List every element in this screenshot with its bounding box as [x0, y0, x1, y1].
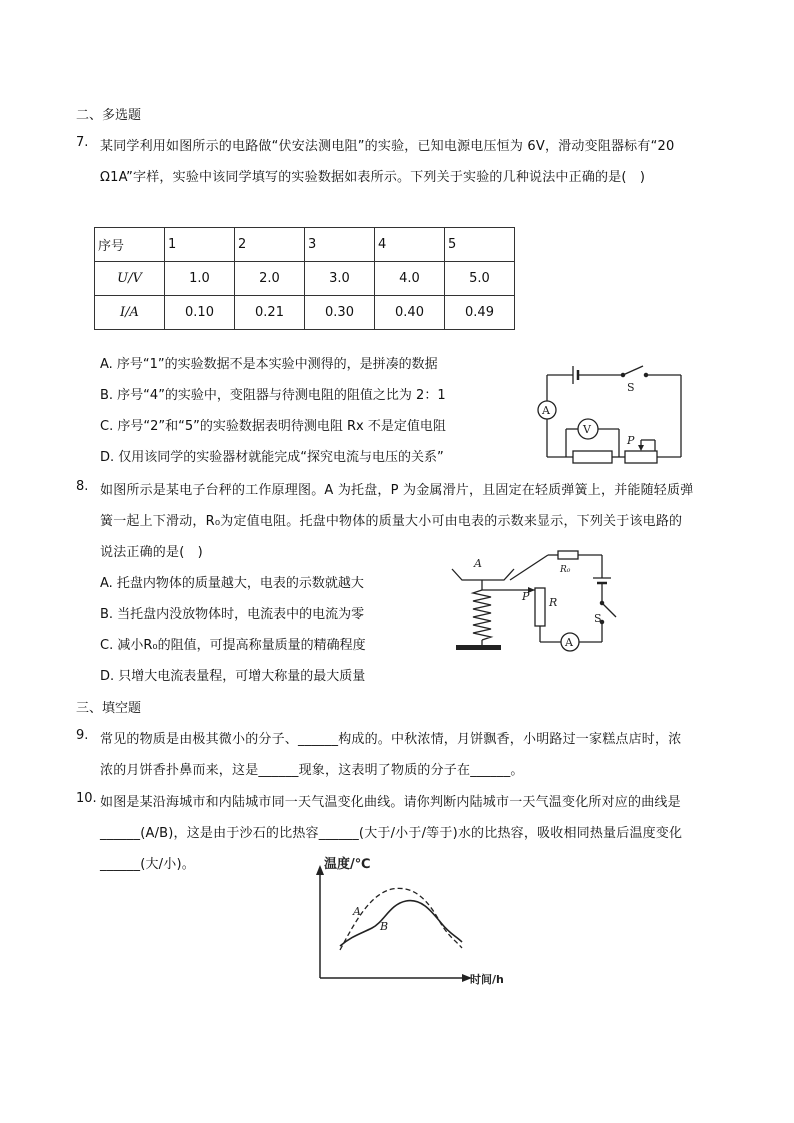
table-cell: 5.0 [445, 262, 515, 296]
question-9-text-line1: 常见的物质是由极其微小的分子、______构成的。中秋浓情，月饼飘香，小明路过一家糕点店时，浓 [100, 732, 682, 747]
spring [473, 590, 491, 640]
question-8-option-a[interactable]: A. 托盘内物体的质量越大，电表的示数就越大 [100, 576, 364, 591]
question-10-text-line1: 如图是某沿海城市和内陆城市同一天气温变化曲线。请你判断内陆城市一天气温变化所对应的曲线是 [100, 795, 681, 810]
table-cell: 1.0 [165, 262, 235, 296]
question-8-option-c[interactable]: C. 减小R₀的阻值，可提高称量质量的精确程度 [100, 638, 366, 653]
question-7-number: 7. [76, 135, 89, 150]
question-10-text-line2: ______(A/B)，这是由于沙石的比热容______(大于/小于/等于)水的比热容，吸收相同热量后温度变化 [100, 826, 683, 841]
question-8-scale-circuit-diagram [440, 550, 640, 655]
table-row [95, 262, 515, 296]
table-cell: U/V [95, 262, 165, 296]
question-7-text-line1: 某同学利用如图所示的电路做“伏安法测电阻”的实验，已知电源电压恒为 6V，滑动变阻器标有“20 [100, 139, 675, 154]
slider-label: P [627, 434, 635, 447]
question-7-option-b[interactable]: B. 序号“4”的实验中，变阻器与待测电阻的阻值之比为 2：1 [100, 388, 446, 403]
switch-lever [623, 366, 643, 375]
question-8-option-d[interactable]: D. 只增大电流表量程，可增大称量的最大质量 [100, 669, 366, 684]
table-cell: 4 [375, 228, 445, 262]
switch-lever [602, 603, 616, 617]
base [456, 645, 501, 650]
question-7-option-d[interactable]: D. 仅用该同学的实验器材就能完成“探究电流与电压的关系” [100, 450, 444, 465]
x-axis-label: 时间/h [470, 973, 504, 986]
curve-a [340, 888, 462, 950]
resistor-r0-label: R₀ [560, 565, 571, 575]
section-heading-fill: 三、填空题 [76, 701, 142, 716]
ammeter-label: A [565, 636, 573, 649]
question-7-option-c[interactable]: C. 序号“2”和“5”的实验数据表明待测电阻 Rx 不是定值电阻 [100, 419, 446, 434]
voltmeter-label: V [583, 423, 591, 436]
question-8-option-b[interactable]: B. 当托盘内没放物体时，电流表中的电流为零 [100, 607, 365, 622]
question-8-text-line2: 簧一起上下滑动，R₀为定值电阻。托盘中物体的质量大小可由电表的示数来显示，下列关于该电路的 [100, 514, 683, 529]
table-cell: 5 [445, 228, 515, 262]
table-cell: 3.0 [305, 262, 375, 296]
question-10-temperature-graph [310, 852, 525, 987]
resistor-r-label: R [549, 596, 558, 609]
table-cell: 0.49 [445, 296, 515, 330]
resistor-rx [573, 451, 612, 463]
table-cell: 2 [235, 228, 305, 262]
switch-label: S [627, 381, 635, 394]
table-cell: 0.30 [305, 296, 375, 330]
question-7-data-table [94, 227, 515, 330]
table-row [95, 296, 515, 330]
question-7-circuit-diagram [530, 360, 690, 472]
resistor-r0 [558, 551, 578, 559]
ammeter-label: A [542, 404, 550, 417]
question-10-text-line3: ______(大/小)。 [100, 857, 195, 872]
table-cell: 0.21 [235, 296, 305, 330]
table-cell: 序号 [95, 228, 165, 262]
curve-b-label: B [380, 920, 389, 933]
rheostat [625, 451, 657, 463]
table-header-row [95, 228, 515, 262]
curve-a-label: A [353, 905, 361, 918]
slider-label: P [522, 590, 530, 603]
table-cell: 2.0 [235, 262, 305, 296]
question-7-option-a[interactable]: A. 序号“1”的实验数据不是本实验中测得的，是拼凑的数据 [100, 357, 438, 372]
question-8-text-line1: 如图所示是某电子台秤的工作原理图。A 为托盘，P 为金属滑片，且固定在轻质弹簧上，并能随轻质弹 [100, 483, 694, 498]
question-10-number: 10. [76, 791, 97, 806]
table-cell: 1 [165, 228, 235, 262]
section-heading-multi: 二、多选题 [76, 108, 142, 123]
table-cell: I/A [95, 296, 165, 330]
table-cell: 3 [305, 228, 375, 262]
question-7-text-line2: Ω1A”字样，实验中该同学填写的实验数据如表所示。下列关于实验的几种说法中正确的是( ) [100, 170, 646, 185]
question-8-number: 8. [76, 479, 89, 494]
table-cell: 4.0 [375, 262, 445, 296]
switch-label: S [594, 612, 602, 625]
question-8-text-line3: 说法正确的是( ) [100, 545, 203, 560]
y-axis-label: 温度/℃ [324, 857, 371, 872]
question-9-text-line2: 浓的月饼香扑鼻而来，这是______现象，这表明了物质的分子在______。 [100, 763, 524, 778]
tray [452, 569, 514, 580]
resistor-r [535, 588, 545, 626]
tray-label: A [474, 557, 482, 570]
table-cell: 0.10 [165, 296, 235, 330]
table-cell: 0.40 [375, 296, 445, 330]
question-9-number: 9. [76, 728, 89, 743]
